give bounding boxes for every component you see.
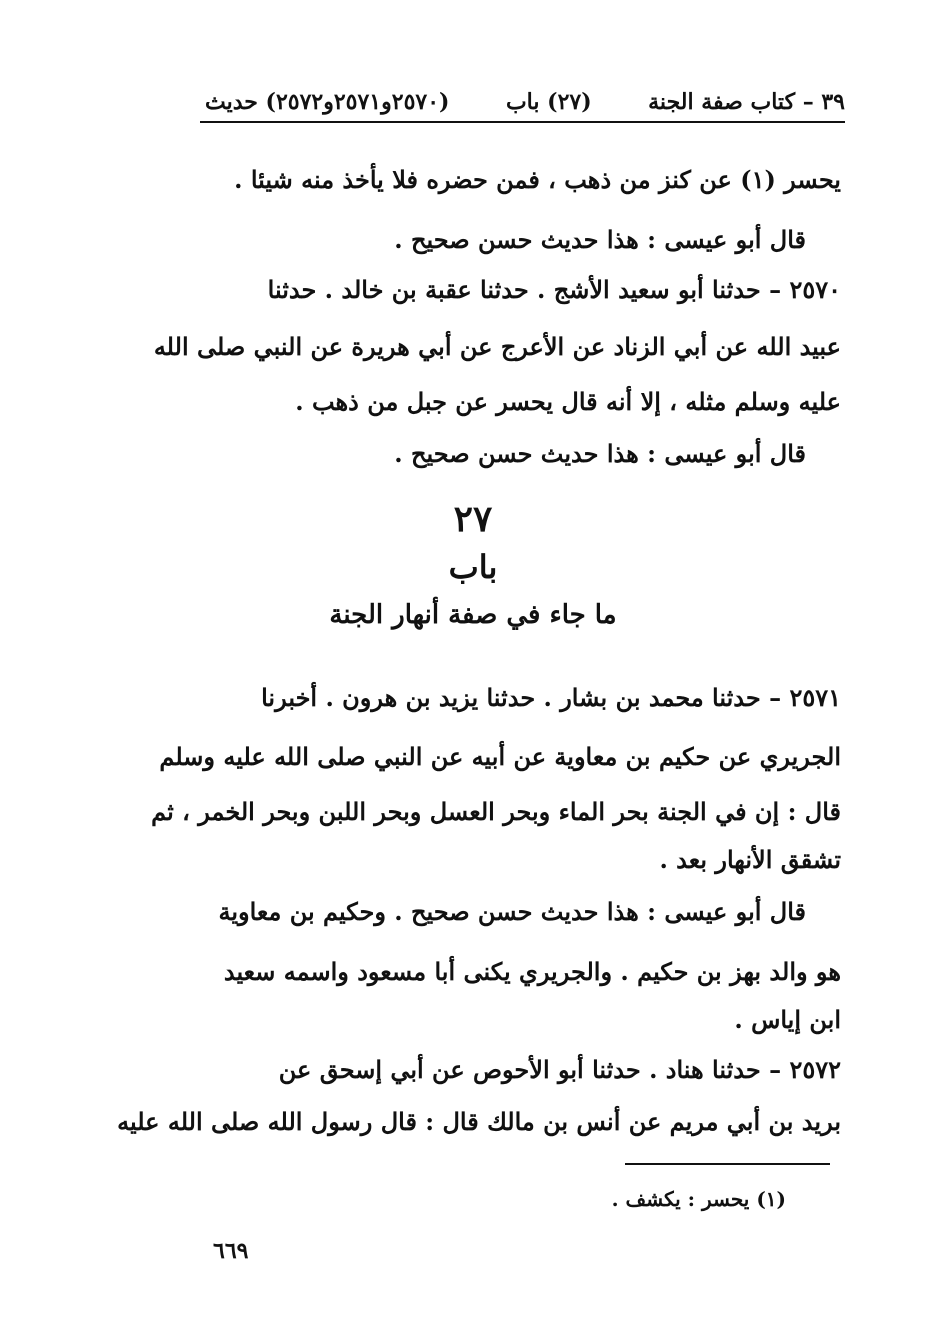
text-line: تشقق الأنهار بعد . xyxy=(659,845,841,874)
footnote-rule xyxy=(625,1163,830,1165)
text-line: قال : إن في الجنة بحر الماء وبحر العسل وبحر اللبن وبحر الخمر ، ثم xyxy=(151,797,841,826)
text-line: هو والد بهز بن حكيم . والجريري يكنى أبا مسعود واسمه سعيد xyxy=(223,957,841,986)
text-line: الجريري عن حكيم بن معاوية عن أبيه عن النبي صلى الله عليه وسلم xyxy=(159,742,841,771)
text-line: قال أبو عيسى : هذا حديث حسن صحيح . xyxy=(394,439,806,468)
hadith-2572-line: ٢٥٧٢ – حدثنا هناد . حدثنا أبو الأحوص عن أبي إسحق عن xyxy=(278,1055,841,1084)
text-line: عليه وسلم مثله ، إلا أنه قال يحسر عن جبل من ذهب . xyxy=(295,387,841,416)
text-line: قال أبو عيسى : هذا حديث حسن صحيح . وحكيم بن معاوية xyxy=(218,897,806,926)
text-line: قال أبو عيسى : هذا حديث حسن صحيح . xyxy=(394,225,806,254)
footnote: (١) يحسر : يكشف . xyxy=(611,1187,786,1211)
page-number: ٦٦٩ xyxy=(213,1238,249,1264)
header-chapter: (٢٧) باب xyxy=(505,89,592,115)
header-book-title: ٣٩ – كتاب صفة الجنة xyxy=(648,89,845,115)
hadith-2571-line: ٢٥٧١ – حدثنا محمد بن بشار . حدثنا يزيد بن هرون . أخبرنا xyxy=(261,683,841,712)
header-rule xyxy=(200,121,845,123)
text-line: بريد بن أبي مريم عن أنس بن مالك قال : قال رسول الله صلى الله عليه xyxy=(117,1107,841,1136)
text-line: ابن إياس . xyxy=(734,1005,841,1034)
text-line: يحسر (١) عن كنز من ذهب ، فمن حضره فلا يأخذ منه شيئا . xyxy=(234,165,841,194)
chapter-heading: باب xyxy=(448,548,498,586)
hadith-2570-line: ٢٥٧٠ – حدثنا أبو سعيد الأشج . حدثنا عقبة بن خالد . حدثنا xyxy=(267,275,841,304)
chapter-title: ما جاء في صفة أنهار الجنة xyxy=(329,600,617,630)
chapter-number: ٢٧ xyxy=(453,498,493,540)
running-header xyxy=(205,82,845,122)
text-line: عبيد الله عن أبي الزناد عن الأعرج عن أبي هريرة عن النبي صلى الله xyxy=(153,332,841,361)
header-hadith-range: (٢٥٧٠و٢٥٧١و٢٥٧٢) حديث xyxy=(205,89,450,115)
